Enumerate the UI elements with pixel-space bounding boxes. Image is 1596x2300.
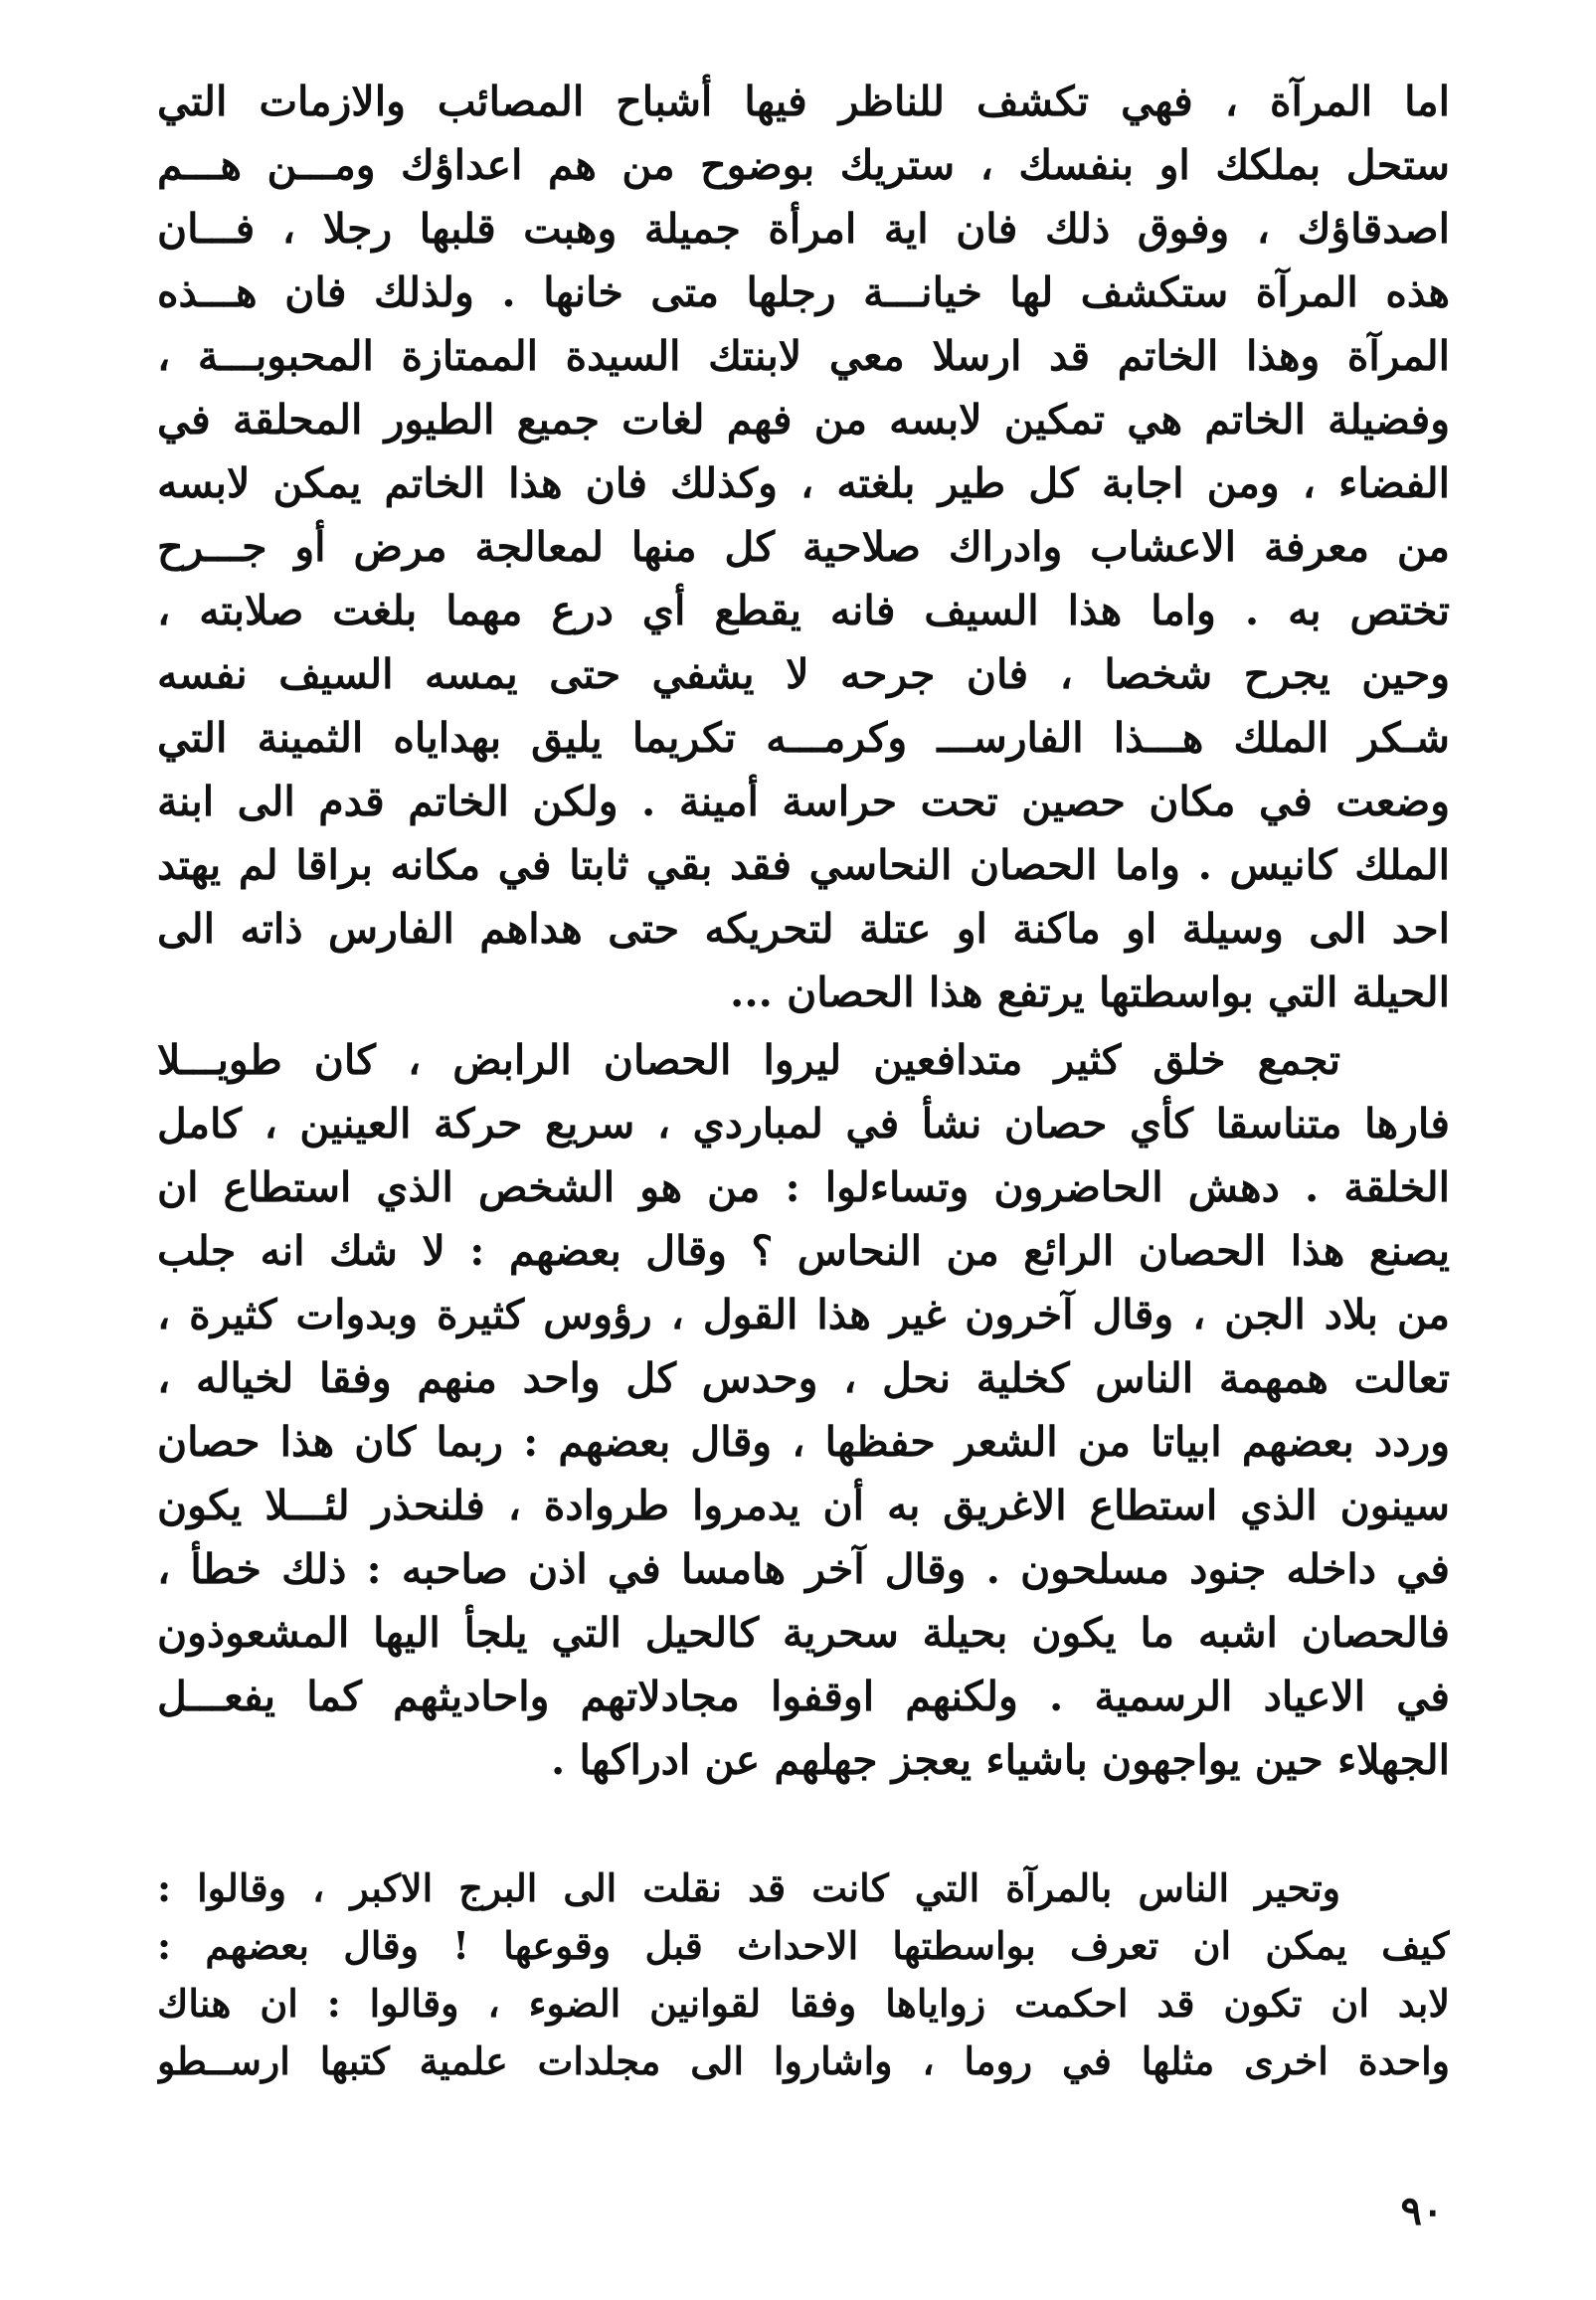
text-line: من بلاد الجن ، وقال آخرون غير هذا القول ، رؤوس كثيرة وبدوات كثيرة ، <box>157 1291 1450 1338</box>
text-line: اصدقاؤك ، وفوق ذلك فان اية امرأة جميلة وهبت قلبها رجلا ، فـــان <box>157 205 1450 253</box>
text-line: يصنع هذا الحصان الرائع من النحاس ؟ وقال بعضهم : لا شك انه جلب <box>157 1227 1450 1275</box>
text-line: هذه المرآة ستكشف لها خيانـــة رجلها متى خانها . ولذلك فان هـــذه <box>157 268 1450 316</box>
text-line: في داخله جنود مسلحون . وقال آخر هامسا في اذن صاحبه : ذلك خطأ ، <box>157 1545 1450 1593</box>
text-line: تختص به . واما هذا السيف فانه يقطع أي درع مهما بلغت صلابته ، <box>157 587 1450 634</box>
text-line: المرآة وهذا الخاتم قد ارسلا معي لابنتك السيدة الممتازة المحبوبـــة ، <box>157 332 1450 380</box>
text-line: الفضاء ، ومن اجابة كل طير بلغته ، وكذلك فان هذا الخاتم يمكن لابسه <box>157 459 1450 507</box>
text-line: الجهلاء حين يواجهون باشياء يعجز جهلهم عن ادراكها . <box>550 1736 1450 1784</box>
text-line: في الاعياد الرسمية . ولكنهم اوقفوا مجادلاتهم واحاديثهم كما يفعـــل <box>157 1673 1450 1720</box>
text-line: وضعت في مكان حصين تحت حراسة أمينة . ولكن الخاتم قدم الى ابنة <box>157 778 1450 825</box>
text-line: احد الى وسيلة او ماكنة او عتلة لتحريكه حتى هداهم الفارس ذاته الى <box>157 905 1450 953</box>
text-line: كيف يمكن ان تعرف بواسطتها الاحداث قبل وقوعها ! وقال بعضهم : <box>157 1923 1450 1968</box>
text-line: وردد بعضهم ابياتا من الشعر حفظها ، وقال بعضهم : ربما كان هذا حصان <box>157 1418 1450 1466</box>
text-line: تعالت همهمة الناس كخلية نحل ، وحدس كل واحد منهم وفقا لخياله ، <box>157 1354 1450 1402</box>
paragraph-1 <box>157 70 1450 1024</box>
text-line: الملك كانيس . واما الحصان النحاسي فقد بقي ثابتا في مكانه براقا لم يهتد <box>157 841 1450 889</box>
text-line: تجمع خلق كثير متدافعين ليروا الحصان الرابض ، كان طويـــلا <box>157 1036 1340 1084</box>
paragraph-3 <box>157 1859 1450 2090</box>
text-line: الحيلة التي بواسطتها يرتفع هذا الحصان ... <box>730 969 1450 1016</box>
page-number: ٩٠ <box>1400 2188 1444 2234</box>
paragraph-2 <box>157 1028 1450 1792</box>
text-line: ستحل بملكك او بنفسك ، ستريك بوضوح من هم اعداؤك ومـــن هـــم <box>157 141 1450 189</box>
text-line: وتحير الناس بالمرآة التي كانت قد نقلت الى البرج الاكبر ، وقالوا : <box>157 1865 1340 1910</box>
text-line: وحين يجرح شخصا ، فان جرحه لا يشفي حتى يمسه السيف نفسه <box>157 650 1450 698</box>
text-line: من معرفة الاعشاب وادراك صلاحية كل منها لمعالجة مرض أو جـــرح <box>157 523 1450 571</box>
text-line: فالحصان اشبه ما يكون بحيلة سحرية كالحيل التي يلجأ اليها المشعوذون <box>157 1609 1450 1657</box>
text-line: وفضيلة الخاتم هي تمكين لابسه من فهم لغات جميع الطيور المحلقة في <box>157 396 1450 443</box>
text-line: فارها متناسقا كأي حصان نشأ في لمباردي ، سريع حركة العينين ، كامل <box>157 1100 1450 1148</box>
text-line: لابد ان تكون قد احكمت زواياها وفقا لقوانين الضوء ، وقالوا : ان هناك <box>157 1981 1450 2026</box>
text-line: الخلقة . دهش الحاضرون وتساءلوا : من هو الشخص الذي استطاع ان <box>157 1163 1450 1211</box>
text-line: سينون الذي استطاع الاغريق به أن يدمروا طروادة ، فلنحذر لئـــلا يكون <box>157 1482 1450 1529</box>
text-line: اما المرآة ، فهي تكشف للناظر فيها أشباح المصائب والازمات التي <box>157 78 1450 125</box>
text-line: شـكر الملك هـــذا الفارســـ وكرمـــه تكريما يليق بهداياه الثمينة التي <box>157 714 1450 762</box>
text-line: واحدة اخرى مثلها في روما ، واشاروا الى مجلدات علمية كتبها ارســطو <box>157 2038 1450 2083</box>
